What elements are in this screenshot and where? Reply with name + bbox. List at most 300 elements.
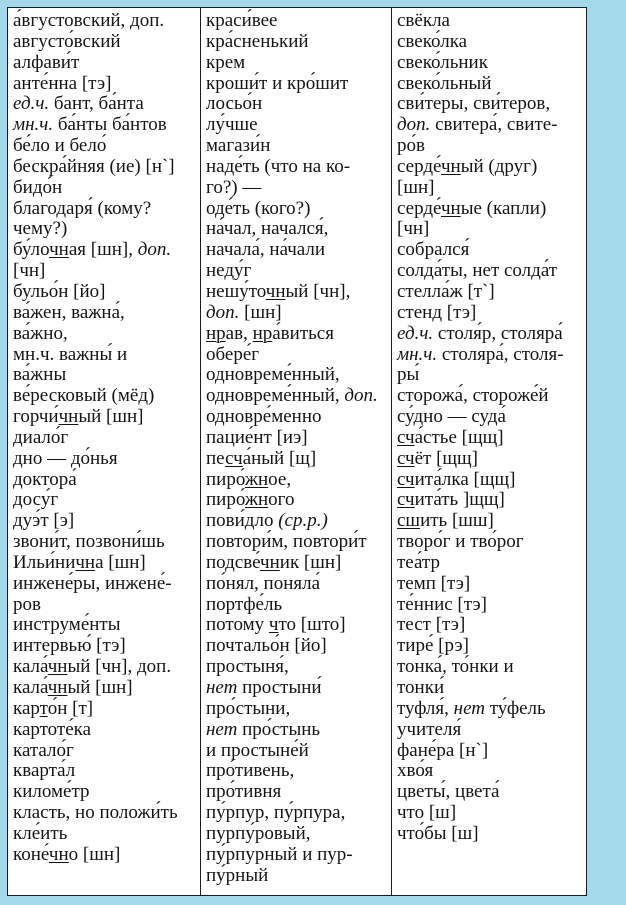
- entry-text: ый [чн], доп.: [67, 656, 172, 678]
- word-table: [7, 7, 587, 896]
- italic-abbreviation: доп.: [344, 385, 378, 407]
- word-entry: [13, 845, 198, 866]
- word-entry: [397, 782, 583, 803]
- underlined-letters: нр: [252, 322, 273, 344]
- word-entry: [206, 94, 389, 115]
- entry-text: дно — до́нья: [13, 447, 118, 469]
- entry-text: простыня́,: [206, 656, 289, 678]
- word-entry: [206, 345, 389, 366]
- word-entry: [13, 136, 198, 157]
- entry-text: киломе́тр: [13, 781, 90, 803]
- word-entry: [206, 636, 389, 657]
- word-entry: [206, 261, 389, 282]
- italic-abbreviation: (ср.р.): [278, 510, 328, 532]
- entry-text: фане́ра [н`]: [397, 739, 489, 761]
- entry-text: пе: [206, 447, 226, 469]
- entry-text: ва́жны: [13, 364, 67, 386]
- entry-text: бу́ло: [13, 239, 50, 261]
- italic-abbreviation: нет: [206, 677, 238, 698]
- word-entry: [206, 157, 389, 178]
- underlined-letters: чн: [58, 406, 79, 428]
- word-entry: [206, 699, 389, 720]
- entry-text: ое,: [268, 468, 292, 490]
- entry-text: ые (капли): [460, 197, 547, 219]
- entry-text: крем: [206, 51, 246, 73]
- entry-text: [чн]: [397, 218, 430, 240]
- entry-text: кар: [13, 697, 40, 719]
- word-entry: [397, 741, 583, 762]
- entry-text: кле́ить: [13, 822, 68, 844]
- entry-text: доктора́: [13, 468, 77, 490]
- entry-text: би: [13, 176, 33, 198]
- entry-text: о́н [т]: [47, 697, 94, 719]
- entry-text: коне́: [13, 843, 49, 865]
- word-entry: [13, 511, 198, 532]
- word-entry: [13, 240, 198, 261]
- word-entry: [206, 74, 389, 95]
- underlined-letters: чн: [47, 677, 68, 698]
- entry-text: ый (друг): [460, 155, 538, 177]
- word-entry: [206, 678, 389, 699]
- word-entry: [206, 574, 389, 595]
- entry-text: сви́теры, сви́теров,: [397, 93, 551, 115]
- entry-text: ба́нты ба́нтов: [53, 114, 167, 136]
- entry-text: кварта́л: [13, 760, 76, 782]
- entry-text: кроши́т и кро́шит: [206, 72, 349, 94]
- italic-abbreviation: доп.: [137, 239, 172, 261]
- word-entry: [397, 115, 583, 136]
- entry-text: ый [чн],: [285, 280, 351, 302]
- underlined-letters: сч: [397, 468, 415, 490]
- entry-text: туфля́,: [397, 697, 454, 719]
- word-entry: [13, 615, 198, 636]
- entry-text: а́вгустовский, доп.: [13, 10, 165, 31]
- entry-text: го?) —: [206, 176, 262, 198]
- word-entry: [397, 615, 583, 636]
- word-entry: [13, 74, 198, 95]
- word-entry: [206, 136, 389, 157]
- word-entry: [13, 720, 198, 741]
- entry-text: а́виться: [272, 322, 334, 344]
- entry-text: а [шн]: [95, 551, 146, 573]
- entry-text: ый [шн]: [78, 406, 144, 428]
- word-entry: [13, 657, 198, 678]
- word-entry: [206, 720, 389, 741]
- word-entry: [206, 386, 389, 407]
- entry-text: свитера́, свите-: [430, 114, 558, 136]
- entry-text: тест [тэ]: [397, 614, 466, 636]
- entry-text: наде́ть (что на ко-: [206, 155, 351, 177]
- entry-text: досу́г: [13, 489, 59, 511]
- entry-text: ёт [щщ]: [414, 447, 479, 469]
- word-entry: [397, 94, 583, 115]
- entry-text: цветы́, цвета́: [397, 781, 500, 803]
- word-entry: [397, 11, 583, 32]
- entry-text: учителя́: [397, 718, 462, 740]
- word-entry: [206, 782, 389, 803]
- word-entry: [13, 574, 198, 595]
- word-entry: [206, 449, 389, 470]
- word-entry: [397, 532, 583, 553]
- entry-text: про́стыни,: [206, 697, 291, 719]
- entry-text: ав,: [225, 322, 253, 344]
- word-entry: [397, 803, 583, 824]
- word-entry: [13, 115, 198, 136]
- word-entry: [206, 741, 389, 762]
- word-entry: [397, 636, 583, 657]
- entry-text: свеко́льный: [397, 72, 492, 94]
- word-entry: [397, 595, 583, 616]
- word-entry: [13, 803, 198, 824]
- underlined-letters: жн: [244, 489, 269, 511]
- word-entry: [13, 470, 198, 491]
- word-entry: [397, 490, 583, 511]
- entry-text: а́ный [щ]: [242, 447, 317, 469]
- word-entry: [13, 53, 198, 74]
- entry-text: картоте́ка: [13, 718, 92, 740]
- word-entry: [397, 449, 583, 470]
- entry-text: подсве́: [206, 551, 261, 573]
- entry-text: ва́жно,: [13, 322, 68, 344]
- word-entry: [397, 428, 583, 449]
- word-entry: [13, 678, 198, 699]
- entry-text: простыни́: [237, 677, 322, 698]
- word-entry: [206, 303, 389, 324]
- entry-text: ве́ресковый (мёд): [13, 385, 155, 407]
- word-entry: [397, 219, 583, 240]
- word-entry: [206, 53, 389, 74]
- entry-text: столя́р, столяра́: [433, 322, 563, 344]
- entry-text: солда́ты, нет солда́т: [397, 260, 558, 282]
- word-entry: [13, 386, 198, 407]
- entry-text: одновреме́нный,: [206, 385, 345, 407]
- entry-text: кала́: [13, 656, 48, 678]
- entry-text: кала́: [13, 677, 48, 698]
- italic-abbreviation: нет: [206, 718, 238, 740]
- word-entry: [13, 282, 198, 303]
- entry-text: одновреме́нный,: [206, 364, 340, 386]
- entry-text: инжене́ры, инжене́-: [13, 572, 172, 594]
- word-entry: [397, 574, 583, 595]
- entry-text: магази́н: [206, 135, 271, 157]
- entry-text: бульо́н [йо]: [13, 280, 106, 302]
- word-entry: [397, 178, 583, 199]
- entry-text: [шн]: [397, 176, 435, 198]
- entry-text: бе́ло и бело́: [13, 135, 107, 157]
- word-entry: [206, 824, 389, 845]
- word-entry: [206, 178, 389, 199]
- entry-text: почтальо́н [йо]: [206, 635, 327, 657]
- entry-text: пиро́: [206, 489, 245, 511]
- word-entry: [206, 115, 389, 136]
- entry-text: о [шн]: [68, 843, 121, 865]
- underlined-letters: чн: [47, 656, 68, 678]
- word-entry: [13, 636, 198, 657]
- word-entry: [397, 74, 583, 95]
- column-2: [200, 8, 391, 895]
- word-entry: [206, 199, 389, 220]
- word-entry: [397, 136, 583, 157]
- entry-text: бант, ба́нта: [49, 93, 144, 115]
- entry-text: свеко́льник: [397, 51, 488, 73]
- word-entry: [13, 303, 198, 324]
- entry-text: бескра́йняя (ие) [н`]: [13, 155, 175, 177]
- underlined-letters: д: [32, 176, 43, 198]
- word-entry: [397, 386, 583, 407]
- entry-text: пацие́нт [иэ]: [206, 426, 308, 448]
- entry-text: ик [шн]: [279, 551, 342, 573]
- entry-text: про́стынь: [237, 718, 321, 740]
- entry-text: одновре́менно: [206, 406, 322, 428]
- word-entry: [13, 699, 198, 720]
- column-1: [8, 8, 200, 895]
- entry-text: серде́: [397, 197, 441, 219]
- entry-text: потому: [206, 614, 269, 636]
- entry-text: начала́, на́чали: [206, 239, 326, 261]
- entry-text: ры́: [397, 364, 420, 386]
- word-entry: [206, 490, 389, 511]
- word-entry: [206, 11, 389, 32]
- word-entry: [397, 282, 583, 303]
- entry-text: ого: [268, 489, 295, 511]
- word-entry: [397, 699, 583, 720]
- word-entry: [13, 178, 198, 199]
- underlined-letters: т: [39, 697, 48, 719]
- word-entry: [397, 470, 583, 491]
- word-entry: [206, 553, 389, 574]
- word-entry: [13, 553, 198, 574]
- entry-text: темп [тэ]: [397, 572, 471, 594]
- entry-text: что [ш]: [397, 802, 457, 824]
- word-entry: [13, 428, 198, 449]
- entry-text: анте́нна [тэ]: [13, 72, 112, 94]
- entry-text: про́тивня: [206, 781, 282, 803]
- word-entry: [206, 365, 389, 386]
- entry-text: повтори́м, повтори́т: [206, 531, 367, 553]
- entry-text: собрался́: [397, 239, 470, 261]
- word-entry: [397, 657, 583, 678]
- underlined-letters: сш: [397, 510, 421, 532]
- entry-text: инструме́нты: [13, 614, 121, 636]
- entry-text: пови́дло: [206, 510, 279, 532]
- word-entry: [13, 761, 198, 782]
- word-entry: [397, 261, 583, 282]
- entry-text: Ильи́ни: [13, 551, 76, 573]
- entry-text: кра́сненький: [206, 30, 309, 52]
- word-entry: [206, 761, 389, 782]
- entry-text: тире́ [рэ]: [397, 635, 469, 657]
- entry-text: тонка́, то́нки и: [397, 656, 514, 678]
- entry-text: хво́я: [397, 760, 434, 782]
- entry-text: сторожа́, стороже́й: [397, 385, 549, 407]
- entry-text: и простыне́й: [206, 739, 309, 761]
- word-entry: [397, 240, 583, 261]
- entry-text: по́нял, поняла́: [206, 572, 321, 594]
- word-entry: [206, 803, 389, 824]
- entry-text: пиро́: [206, 468, 245, 490]
- entry-text: о́н: [42, 176, 63, 198]
- entry-text: катало́г: [13, 739, 74, 761]
- word-entry: [13, 94, 198, 115]
- word-entry: [13, 11, 198, 32]
- underlined-letters: жн: [244, 468, 269, 490]
- word-entry: [206, 428, 389, 449]
- underlined-letters: ч: [268, 614, 279, 636]
- entry-text: звони́т, позвони́шь: [13, 531, 165, 553]
- italic-abbreviation: доп.: [206, 301, 240, 323]
- underlined-letters: чн: [49, 239, 69, 261]
- entry-text: нешу́то: [206, 280, 266, 302]
- entry-text: диало́г: [13, 426, 69, 448]
- word-entry: [13, 449, 198, 470]
- underlined-letters: чн: [440, 197, 461, 219]
- word-entry: [206, 615, 389, 636]
- entry-text: оде́ть (кого?): [206, 197, 311, 219]
- word-entry: [13, 324, 198, 345]
- entry-text: пу́рный: [206, 864, 269, 886]
- italic-abbreviation: ед.ч.: [13, 93, 50, 115]
- word-entry: [206, 657, 389, 678]
- underlined-letters: чн: [265, 280, 286, 302]
- word-entry: [206, 595, 389, 616]
- word-entry: [206, 470, 389, 491]
- entry-text: пу́рпурный и пур-: [206, 843, 353, 865]
- underlined-letters: сч: [397, 447, 415, 469]
- entry-text: на́чал, начался́,: [206, 218, 329, 240]
- entry-text: те́ннис [тэ]: [397, 593, 488, 615]
- word-entry: [13, 261, 198, 282]
- word-entry: [13, 595, 198, 616]
- entry-text: ый [шн]: [67, 677, 133, 698]
- word-entry: [13, 365, 198, 386]
- word-entry: [206, 219, 389, 240]
- entry-text: чему?): [13, 218, 68, 240]
- underlined-letters: сч: [225, 447, 243, 469]
- entry-text: ту́фель: [484, 697, 546, 719]
- entry-text: [чн]: [13, 260, 46, 282]
- word-entry: [13, 407, 198, 428]
- word-entry: [206, 511, 389, 532]
- entry-text: ита́лка [щщ]: [414, 468, 516, 490]
- word-entry: [206, 32, 389, 53]
- word-entry: [397, 511, 583, 532]
- entry-text: стелла́ж [т`]: [397, 280, 495, 302]
- word-entry: [397, 157, 583, 178]
- entry-text: про́тивень,: [206, 760, 295, 782]
- underlined-letters: нр: [206, 322, 226, 344]
- entry-text: стенд [тэ]: [397, 301, 477, 323]
- entry-text: лу́чше: [206, 114, 258, 136]
- word-entry: [13, 490, 198, 511]
- word-entry: [206, 240, 389, 261]
- word-entry: [13, 157, 198, 178]
- italic-abbreviation: мн.ч.: [397, 343, 438, 365]
- underlined-letters: сч: [397, 426, 415, 448]
- entry-text: пурпу́ровый,: [206, 822, 311, 844]
- entry-text: благодаря́ (кому?: [13, 197, 152, 219]
- italic-abbreviation: мн.ч.: [13, 114, 54, 136]
- word-entry: [397, 761, 583, 782]
- word-entry: [206, 407, 389, 428]
- word-entry: [13, 199, 198, 220]
- entry-text: обере́г: [206, 343, 260, 365]
- word-entry: [397, 324, 583, 345]
- entry-text: интервью́ [тэ]: [13, 635, 126, 657]
- column-3: [391, 8, 585, 895]
- entry-text: ров: [13, 593, 41, 615]
- entry-text: горчи́: [13, 406, 59, 428]
- word-entry: [206, 282, 389, 303]
- entry-text: мн.ч. важны́ и: [13, 343, 128, 365]
- entry-text: неду́г: [206, 260, 252, 282]
- entry-text: свёкла: [397, 10, 450, 31]
- underlined-letters: чн: [440, 155, 461, 177]
- underlined-letters: чн: [48, 843, 69, 865]
- word-entry: [397, 303, 583, 324]
- word-entry: [397, 824, 583, 845]
- entry-text: класть, но положи́ть: [13, 802, 178, 824]
- italic-abbreviation: нет: [453, 697, 485, 719]
- entry-text: пу́рпур, пу́рпура,: [206, 802, 346, 824]
- word-entry: [13, 32, 198, 53]
- entry-text: алфави́т: [13, 51, 80, 73]
- word-entry: [397, 407, 583, 428]
- entry-text: ро́в: [397, 135, 425, 157]
- word-entry: [397, 199, 583, 220]
- word-entry: [397, 53, 583, 74]
- underlined-letters: сч: [397, 489, 415, 511]
- entry-text: су́дно — суда́: [397, 406, 506, 428]
- word-entry: [206, 866, 389, 887]
- entry-text: портфе́ль: [206, 593, 283, 615]
- entry-text: ить [шш]: [420, 510, 494, 532]
- entry-text: теа́тр: [397, 551, 440, 573]
- entry-text: краси́вее: [206, 10, 278, 31]
- word-entry: [397, 32, 583, 53]
- entry-text: тонки́: [397, 677, 445, 698]
- entry-text: то [што]: [278, 614, 346, 636]
- entry-text: столяра́, столя-: [437, 343, 564, 365]
- entry-text: лосьо́н: [206, 93, 263, 115]
- word-entry: [13, 741, 198, 762]
- entry-text: а́стье [щщ]: [414, 426, 504, 448]
- entry-text: ая [шн],: [68, 239, 138, 261]
- word-entry: [13, 824, 198, 845]
- italic-abbreviation: ед.ч.: [397, 322, 434, 344]
- word-entry: [397, 678, 583, 699]
- word-entry: [13, 219, 198, 240]
- word-entry: [206, 845, 389, 866]
- underlined-letters: чн: [75, 551, 96, 573]
- entry-text: ита́ть ]щщ]: [414, 489, 505, 511]
- word-entry: [397, 365, 583, 386]
- word-entry: [397, 553, 583, 574]
- italic-abbreviation: доп.: [397, 114, 431, 136]
- entry-text: что́бы [ш]: [397, 822, 479, 844]
- entry-text: творо́г и тво́рог: [397, 531, 524, 553]
- word-entry: [397, 345, 583, 366]
- entry-text: серде́: [397, 155, 441, 177]
- entry-text: свеко́лка: [397, 30, 468, 52]
- word-entry: [397, 720, 583, 741]
- word-entry: [206, 532, 389, 553]
- entry-text: августо́вский: [13, 30, 121, 52]
- entry-text: [шн]: [239, 301, 282, 323]
- word-entry: [13, 345, 198, 366]
- underlined-letters: чн: [260, 551, 280, 573]
- word-entry: [13, 782, 198, 803]
- word-entry: [13, 532, 198, 553]
